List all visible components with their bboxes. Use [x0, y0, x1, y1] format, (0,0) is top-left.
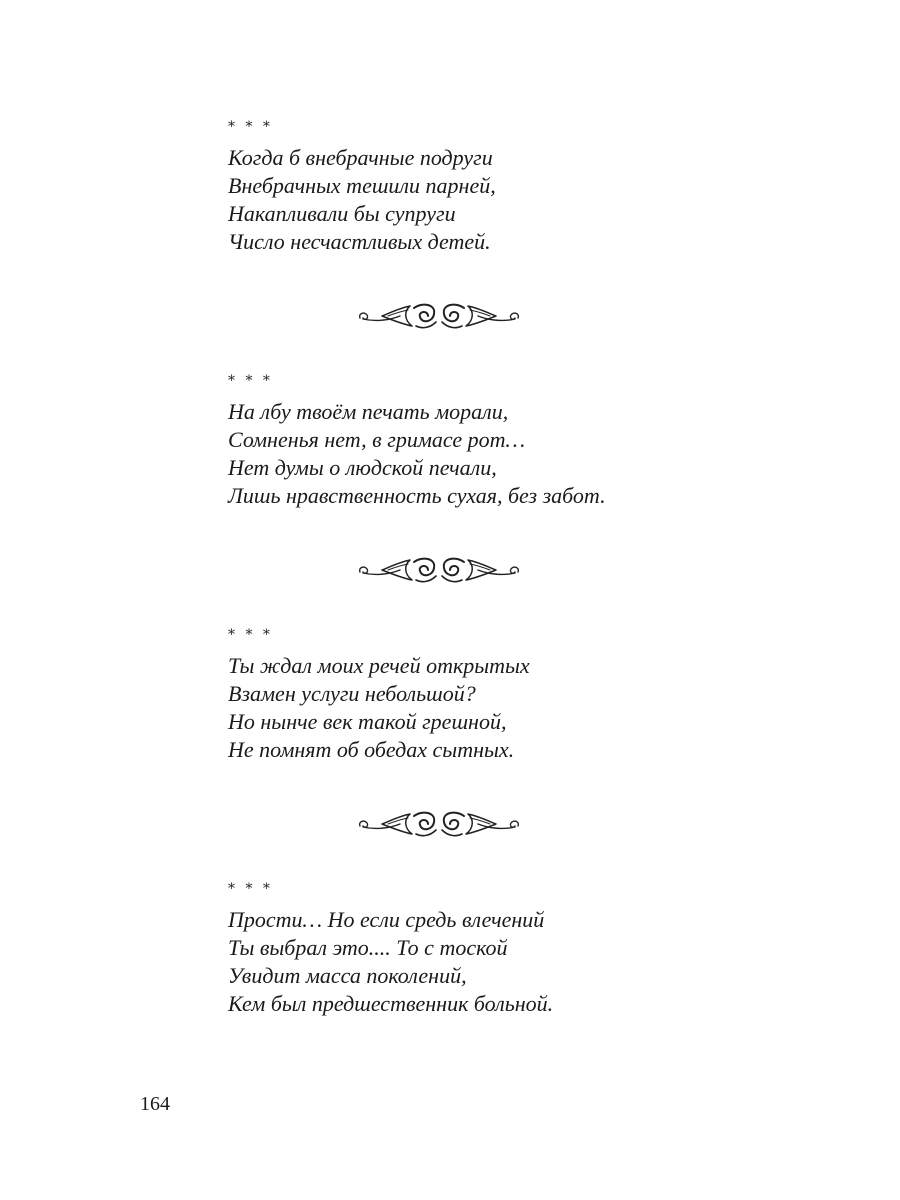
- poem-4: [228, 880, 788, 1018]
- poem-separator-stars: * * *: [228, 627, 273, 643]
- poem-1: [228, 118, 788, 256]
- poem-3: [228, 626, 788, 764]
- flourish-divider-icon: [356, 298, 522, 334]
- poem-line: Прости… Но если средь влечений: [228, 907, 545, 932]
- poem-line: Накапливали бы супруги: [228, 201, 456, 226]
- flourish-divider-icon: [356, 552, 522, 588]
- poem-line: Лишь нравственность сухая, без забот.: [228, 483, 606, 508]
- poem-line: Число несчастливых детей.: [228, 229, 491, 254]
- poem-line: Внебрачных тешили парней,: [228, 173, 496, 198]
- poem-line: Кем был предшественник больной.: [228, 991, 554, 1016]
- poem-separator-stars: * * *: [228, 119, 273, 135]
- poem-line: Не помнят об обедах сытных.: [228, 737, 515, 762]
- page-number: 164: [140, 1093, 170, 1115]
- poem-separator-stars: * * *: [228, 881, 273, 897]
- poem-line: Сомненья нет, в гримасе рот…: [228, 427, 526, 452]
- poem-line: На лбу твоём печать морали,: [228, 399, 509, 424]
- poem-separator-stars: * * *: [228, 373, 273, 389]
- poem-line: Но нынче век такой грешной,: [228, 709, 507, 734]
- poem-line: Ты выбрал это.... То с тоской: [228, 935, 508, 960]
- flourish-divider-icon: [356, 806, 522, 842]
- poem-line: Когда б внебрачные подруги: [228, 145, 493, 170]
- poem-line: Взамен услуги небольшой?: [228, 681, 476, 706]
- poem-line: Нет думы о людской печали,: [228, 455, 497, 480]
- poem-line: Ты ждал моих речей открытых: [228, 653, 530, 678]
- poem-2: [228, 372, 788, 510]
- poem-line: Увидит масса поколений,: [228, 963, 467, 988]
